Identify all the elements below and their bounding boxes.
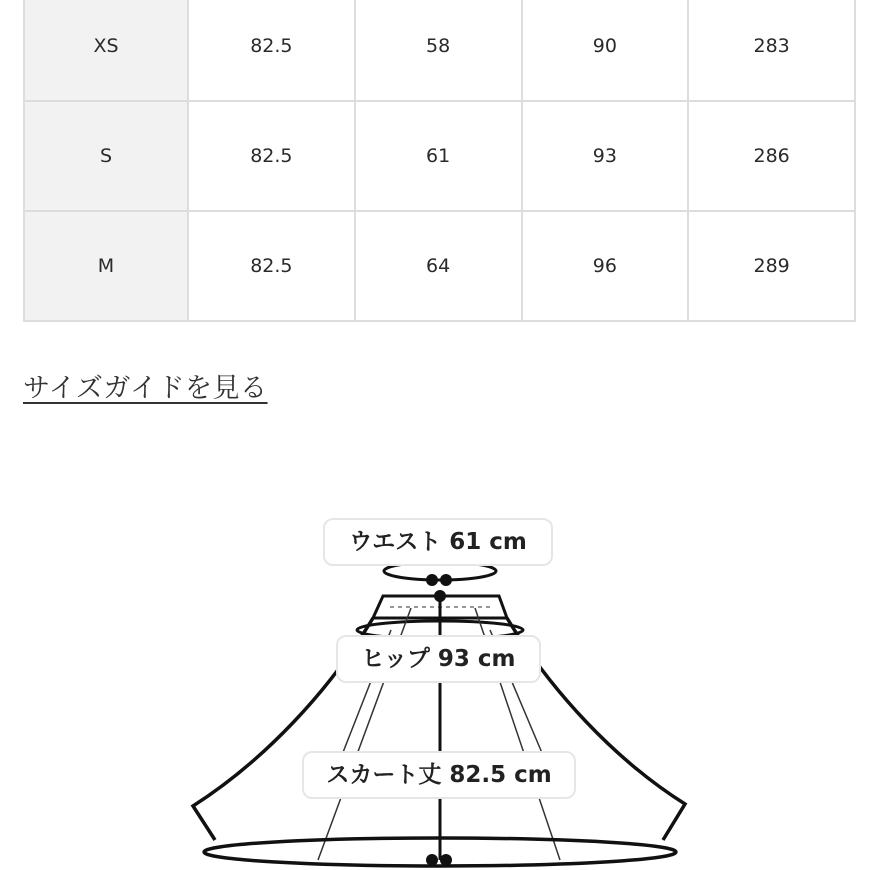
waist-dot-right (440, 574, 452, 586)
table-cell: 283 (688, 0, 855, 101)
table-cell: 90 (522, 0, 689, 101)
table-row (24, 0, 855, 101)
waist-dot-left (426, 574, 438, 586)
table-cell: 93 (522, 101, 689, 211)
table-cell: 58 (355, 0, 522, 101)
table-cell: 82.5 (188, 0, 355, 101)
length-dot-bottom-left (426, 854, 438, 866)
size-cell: S (24, 101, 188, 211)
hem-ring (204, 838, 676, 866)
size-cell: M (24, 211, 188, 321)
length-label: スカート丈 82.5 cm (302, 751, 576, 799)
table-row (24, 101, 855, 211)
length-dot-bottom-right (440, 854, 452, 866)
size-guide-link[interactable]: サイズガイドを見る (23, 373, 268, 404)
size-table (23, 0, 856, 322)
length-dot-top (434, 590, 446, 602)
table-cell: 61 (355, 101, 522, 211)
table-cell: 286 (688, 101, 855, 211)
table-cell: 64 (355, 211, 522, 321)
table-cell: 82.5 (188, 211, 355, 321)
table-cell: 289 (688, 211, 855, 321)
waistband (373, 596, 507, 618)
hip-label: ヒップ 93 cm (336, 635, 541, 683)
table-row (24, 211, 855, 321)
size-cell: XS (24, 0, 188, 101)
table-cell: 82.5 (188, 101, 355, 211)
table-cell: 96 (522, 211, 689, 321)
waist-label: ウエスト 61 cm (323, 518, 553, 566)
